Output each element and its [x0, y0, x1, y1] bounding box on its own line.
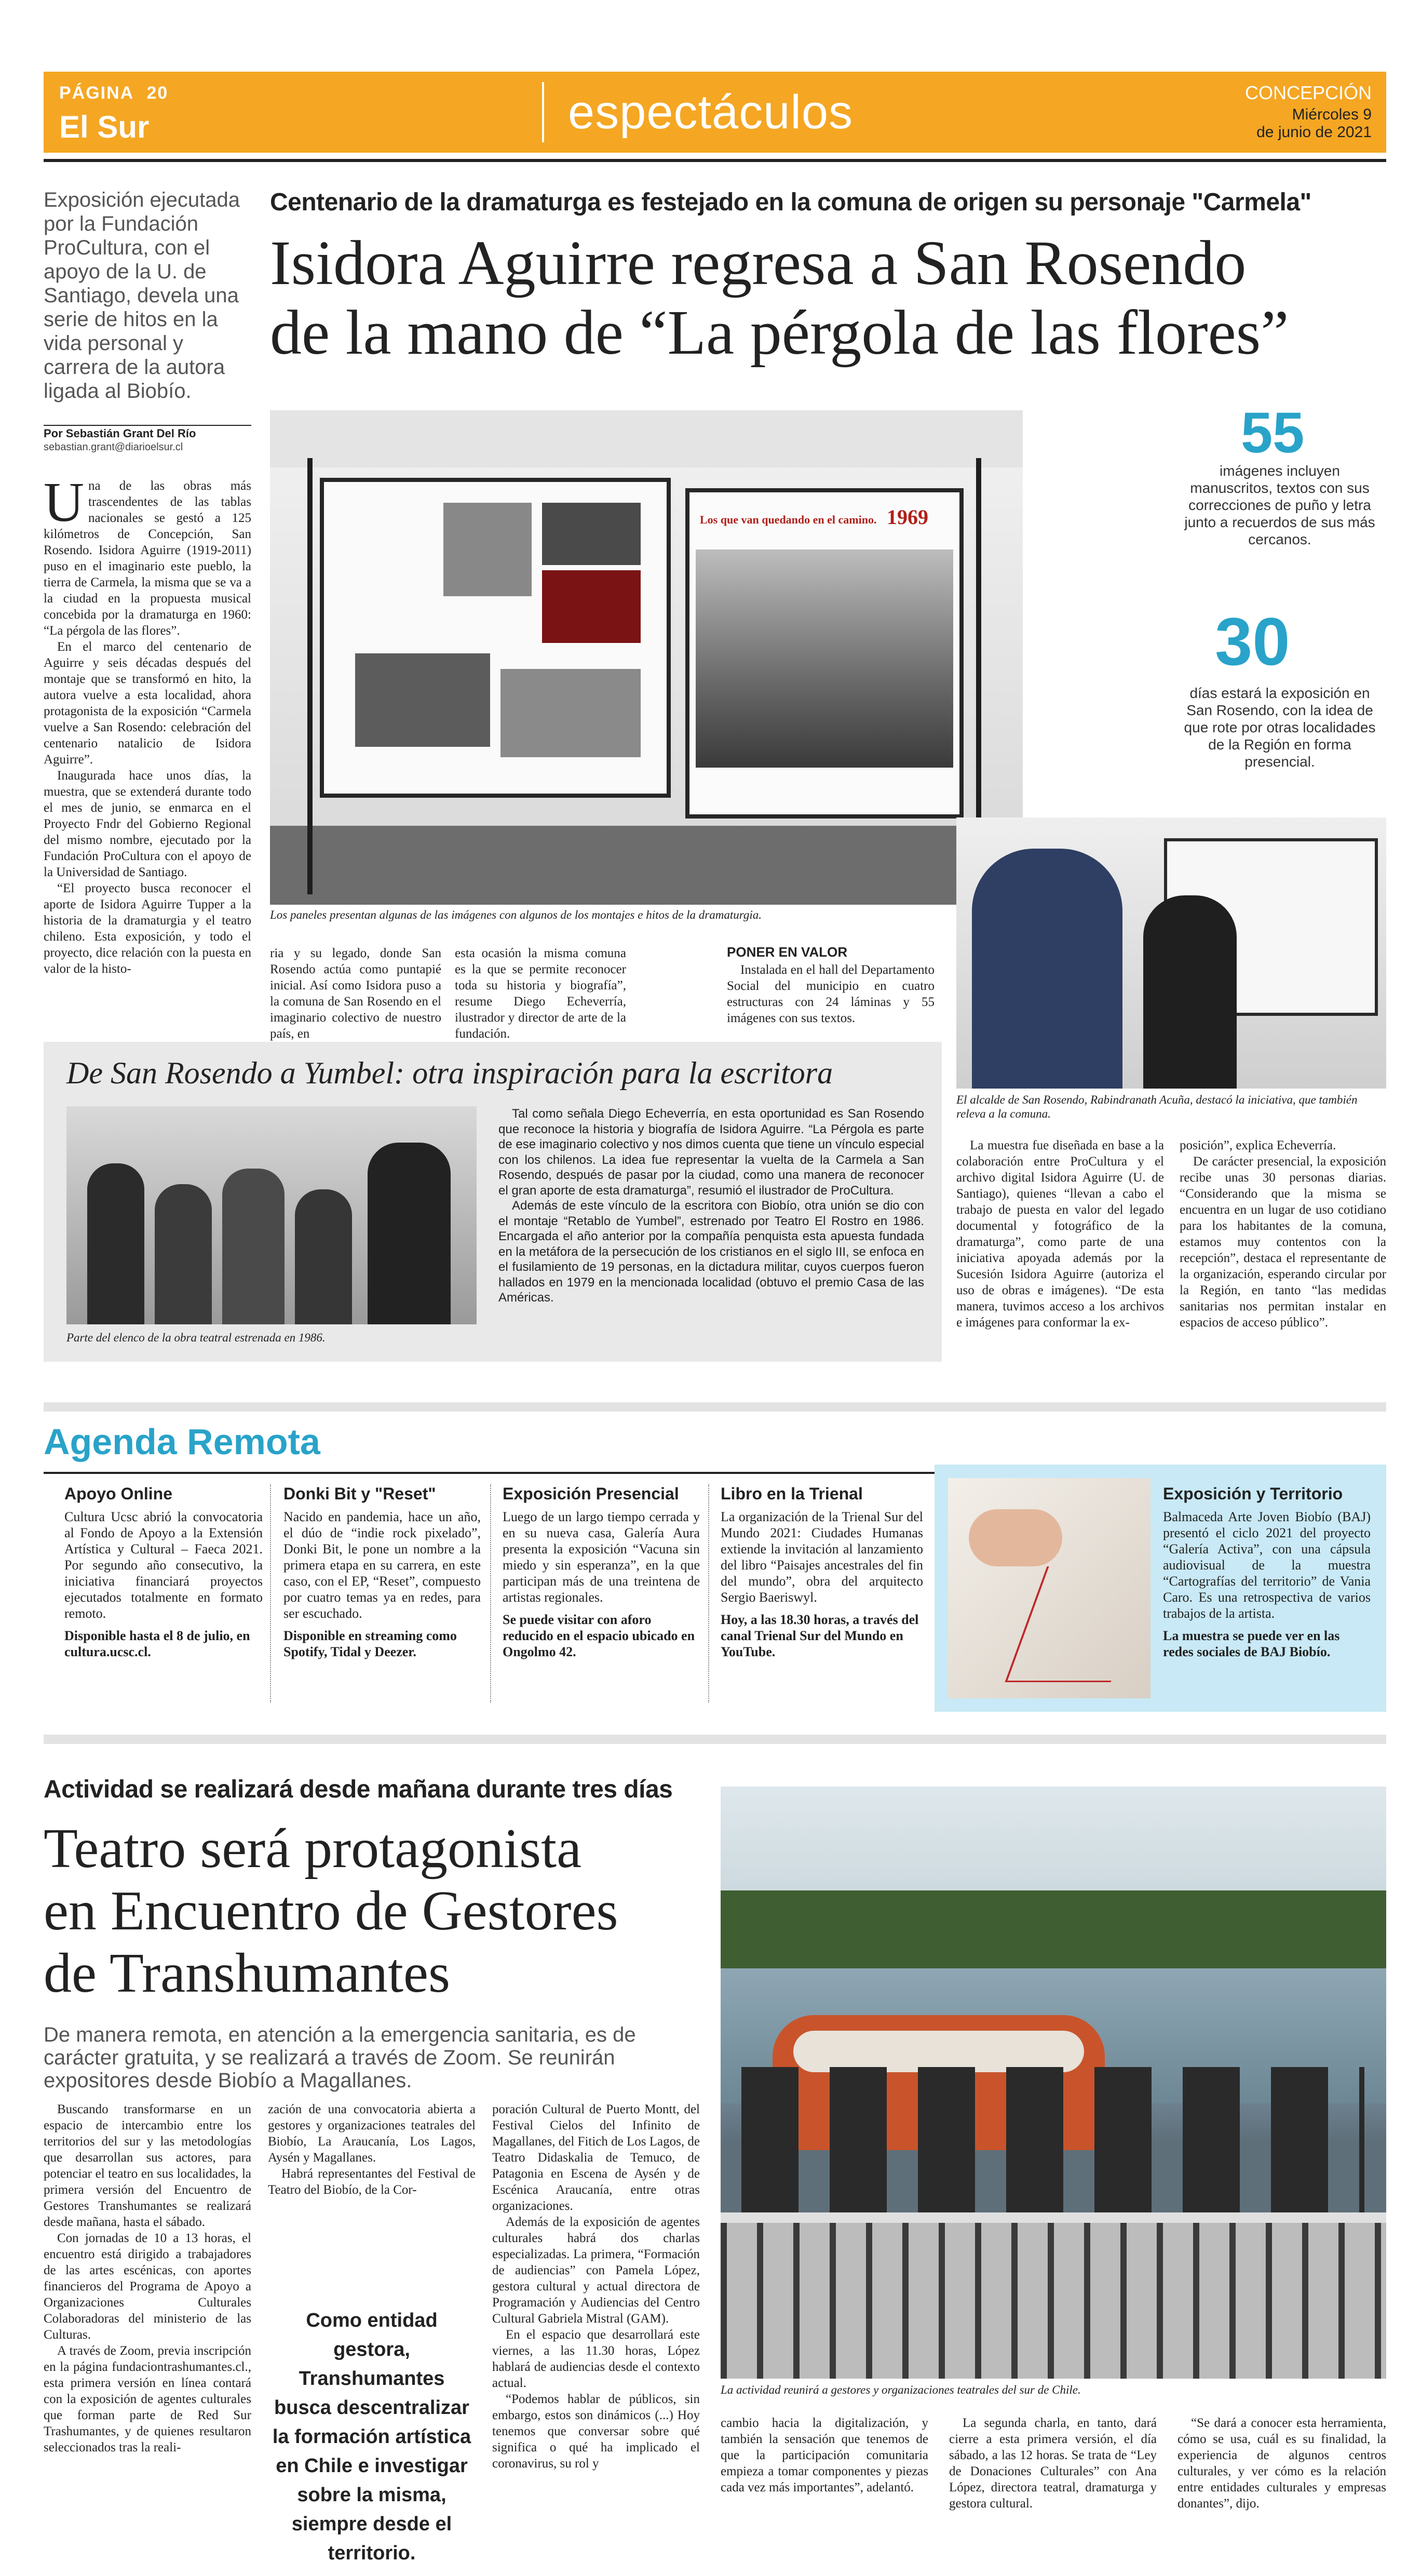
agenda-item-note: Se puede visitar con aforo reducido en el espacio ubicado en Ongolmo 42.	[503, 1612, 695, 1659]
agenda-item-note: Hoy, a las 18.30 horas, a través del canal Trienal Sur del Mundo en YouTube.	[721, 1612, 919, 1659]
agenda-item-5	[1163, 1484, 1371, 1660]
photo-floor	[270, 826, 1023, 905]
agenda-item-title: Apoyo Online	[64, 1484, 172, 1503]
sidebar-title: De San Rosendo a Yumbel: otra inspiración para la escritora	[66, 1056, 833, 1090]
exhibition-photo	[270, 410, 1023, 905]
article1-column-1	[44, 472, 251, 977]
article2-bottom-column-2: La segunda charla, en tanto, dará cierre a esta primera versión, el día sábado, a las 12 horas. Se trata de “Ley de Donaciones Culturales” con Ana López, directora teatral, dramaturga y gestora cultural.	[949, 2416, 1157, 2511]
agenda-item-note: La muestra se puede ver en las redes sociales de BAJ Biobío.	[1163, 1628, 1340, 1659]
section-title: espectáculos	[568, 86, 853, 139]
a2-col1-paragraph-3: A través de Zoom, previa inscripción en la página fundaciontrashumantes.cl., esta primera versión en línea contará con la exposición de agentes culturales que forman parte de Red Sur Trashumantes, y de quienes resultaron seleccionados tras la reali-	[44, 2344, 251, 2454]
a2-col3-paragraph-4: “Podemos hablar de públicos, sin embargo, estos son dinámicos (...) Hoy tenemos que conversar sobre qué significa o qué ha implicado el coronavirus, su rol y	[492, 2392, 700, 2471]
col1-paragraph-3: Inaugurada hace unos días, la muestra, que se extenderá durante todo el mes de junio, se enmarca en el Proyecto Fndr del Gobierno Regional del mismo nombre, ejecutado por la Fundación ProCultura con el apoyo de la Universidad de Santiago.	[44, 769, 251, 879]
panel-photo-c	[355, 653, 490, 747]
cast-person-3	[222, 1169, 285, 1324]
a2-col2-paragraph-1: zación de una convocatoria abierta a gestores y organizaciones teatrales del Biobío, La Araucanía, Los Lagos, Aysén y Magallanes.	[268, 2102, 476, 2165]
agenda-item-text: La organización de la Trienal Sur del Mundo 2021: Ciudades Humanas extiende la invitación al lanzamiento del libro “Paisajes ancestrales del fin del mundo”, obra del arquitecto Sergio Baeriswyl.	[721, 1509, 923, 1605]
photo-trees	[721, 1890, 1386, 1968]
sidebar-paragraph-2: Además de este vínculo de la escritora con Biobío, otra unión se dio con el montaje “Retablo de Yumbel”, estrenado por Teatro El Rostro en 1986. Encargada el año anterior por la compañía penquista esta apuesta fundada en la metáfora de la persecución de los cristianos en el siglo III, se enfoca en el fusilamiento de 19 personas, en la dictadura militar, cuyos cuerpos fueron hallados en 1979 en la mencionada localidad (obtuvo el premio Casa de las Américas.	[498, 1199, 924, 1305]
article2-column-2	[268, 2101, 476, 2198]
a2-col1-paragraph-2: Con jornadas de 10 a 13 horas, el encuentro está dirigido a trabajadores de las artes escénicas, con aportes financieros del Programa de Apoyo a Organizaciones Culturales Colaboradoras del ministerio de las Culturas.	[44, 2231, 251, 2342]
headline-line-1: Isidora Aguirre regresa a San Rosendo	[270, 228, 1247, 298]
panel-red-title: Los que van quedando en el camino.	[700, 513, 877, 526]
agenda-item-title: Donki Bit y "Reset"	[283, 1484, 436, 1503]
photo-ceiling	[270, 410, 1023, 467]
a2-col1-paragraph-1: Buscando transformarse en un espacio de intercambio entre los territorios del sur y las metodologías que desarrollan sus actores, para potenciar el teatro en sus localidades, la primera versión del Encuentro de Gestores Transhumantes se realizará desde mañana, hasta el sábado.	[44, 2102, 251, 2229]
exhibition-photo-caption: Los paneles presentan algunas de las imágenes con algunos de los montajes e hitos de la dramaturgia.	[270, 908, 762, 921]
article2-bottom-column-3: “Se dará a conocer esta herramienta, cómo se usa, cuál es su finalidad, la experiencia de algunos centros culturales, y ver cómo es la relación entre entidades culturales y empresas donantes”, dijo.	[1178, 2416, 1386, 2511]
article1-kicker: Centenario de la dramaturga es festejado en la comuna de origen su personaje "Carmela"	[270, 189, 1311, 216]
agenda-item-text: Luego de un largo tiempo cerrada y en su nueva casa, Galería Aura presenta la exposición “Vacuna sin miedo y sin esperanza”, en la que participan más de una treintena de artistas regionales.	[503, 1509, 700, 1605]
panel-large-photo	[696, 549, 953, 768]
header-date-line1: Miércoles 9	[1292, 106, 1372, 123]
article2-bottom-column-1: cambio hacia la digitalización, y también la sensación que tenemos de que la participación comunitaria empieza a tomar componentes y piezas cada vez más importantes”, adelantó.	[721, 2416, 928, 2494]
a2-col3-paragraph-3: En el espacio que desarrollará este viernes, a las 11.30 horas, López hablará de audiencias desde el contexto actual.	[492, 2328, 700, 2390]
article1-headline	[270, 229, 1289, 368]
header-date-line2: de junio de 2021	[1256, 124, 1372, 141]
cast-photo-caption: Parte del elenco de la obra teatral estrenada en 1986.	[66, 1331, 326, 1344]
agenda-highlight-box	[935, 1465, 1386, 1712]
article1-column-4: Instalada en el hall del Departamento Social del municipio en cuatro estructuras con 24 láminas y 55 imágenes con sus textos.	[727, 963, 935, 1025]
pull-quote: Como entidad gestora, Transhumantes busca descentralizar la formación artística en Chile e investigar sobre la misma, siempre desde el territorio.	[272, 2310, 471, 2564]
a2-col3-paragraph-2: Además de la exposición de agentes culturales habrá dos charlas especializadas. La primera, “Formación de audiencias” con Pamela López, gestora cultural y actual directora de Programación y Audiencias del Centro Cultural Gabriela Mistral (GAM).	[492, 2215, 700, 2326]
page-number: 20	[146, 83, 169, 103]
article2-column-3	[492, 2101, 700, 2472]
article1-right-column-2	[1180, 1137, 1386, 1331]
article2-kicker: Actividad se realizará desde mañana durante tres días	[44, 1776, 673, 1803]
sidebar-text	[498, 1106, 924, 1306]
header-city: CONCEPCIÓN	[1244, 82, 1372, 103]
cast-person-4	[295, 1189, 352, 1324]
agenda-divider-1	[270, 1484, 272, 1702]
panel-photo-red	[542, 570, 641, 643]
article2-lead: De manera remota, en atención a la emergencia sanitaria, es de carácter gratuita, y se realizará a través de Zoom. Se reunirán expositores desde Biobío a Magallanes.	[44, 2023, 636, 2092]
agenda-item-title: Libro en la Trienal	[721, 1484, 863, 1503]
panel-year: 1969	[887, 505, 928, 529]
header-rule	[44, 159, 1386, 162]
panel-photo-b	[542, 503, 641, 565]
art-red-lines	[1005, 1566, 1151, 1682]
col1-paragraph-1: na de las obras más trascendentes de las tablas nacionales se gestó a 125 kilómetros de Concepción, San Rosendo. Isidora Aguirre (1919-2011) puso en el imaginario este pueblo, la tierra de Carmela, la misma que se va a la ciudad en la propuesta musical concebida por la dramaturga en 1960: “La pérgola de las flores”.	[44, 479, 251, 638]
cast-person-1	[87, 1163, 144, 1324]
mayor-figure	[1143, 895, 1237, 1089]
cast-person-5	[368, 1143, 451, 1324]
article1-right-column-1: La muestra fue diseñada en base a la colaboración entre ProCultura y el archivo digital Isidora Aguirre (U. de Santiago), quienes “llevan a cabo el trabajo de puesta en valor del legado documental y fotográfico de la dramaturga”, como parte de una iniciativa apoyada además por la Sucesión Isidora Aguirre (autoriza el uso de obras e imágenes). “De esta manera, tuvimos acceso a los archivos e imágenes para conformar la ex-	[956, 1138, 1164, 1330]
photographer-figure	[972, 849, 1122, 1089]
stat-text-55: imágenes incluyen manuscritos, textos con sus correcciones de puño y letra junto a recuerdos de sus más cercanos.	[1184, 463, 1375, 547]
van-window	[793, 2031, 1084, 2072]
headline-line-3: de Transhumantes	[44, 1942, 450, 2004]
photo-railing	[721, 2212, 1386, 2223]
article2-column-1	[44, 2101, 251, 2456]
agenda-item-note: Disponible en streaming como Spotify, Tidal y Deezer.	[283, 1628, 457, 1659]
page-header	[44, 72, 1386, 153]
section-separator-1	[44, 1402, 1386, 1412]
dropcap: U	[44, 472, 84, 533]
headline-line-2: en Encuentro de Gestores	[44, 1880, 618, 1942]
sidebar-paragraph-1: Tal como señala Diego Echeverría, en esta oportunidad es San Rosendo que reconoce la historia y biografía de Isidora Aguirre. “La Pérgola es parte de ese imaginario colectivo y nos dimos cuenta que tiene un vínculo especial con los chilenos. La idea fue representar la vuelta de la Carmela a San Rosendo, después de pasar por la ciudad, como una manera de reconocer el gran aporte de esta dramaturga”, resumió el ilustrador de ProCultura.	[498, 1107, 924, 1198]
agenda-item-4	[721, 1484, 923, 1660]
agenda-divider-3	[708, 1484, 710, 1702]
section-separator-2	[44, 1735, 1386, 1744]
page-label-text: PÁGINA	[59, 83, 133, 103]
right-col2-paragraph-2: De carácter presencial, la exposición recibe unas 30 personas diarias. “Considerando que la misma se encuentra en un lugar de uso cotidiano para los habitantes de la comuna, estamos muy contentos con la recepción”, destaca el representante de la organización, esperando circular por la Región, en tanto “las medidas sanitarias nos permitan instalar en espacios de acceso público”.	[1180, 1155, 1386, 1330]
theatre-photo-caption: La actividad reunirá a gestores y organizaciones teatrales del sur de Chile.	[721, 2383, 1081, 2396]
exhibition-panel-right	[685, 488, 964, 819]
mayor-photo	[956, 817, 1386, 1089]
cast-person-2	[155, 1184, 212, 1324]
newspaper-name: El Sur	[59, 110, 150, 144]
header-divider	[542, 82, 544, 142]
stat-text-30: días estará la exposición en San Rosendo, con la idea de que rote por otras localidades de la Región en forma presencial.	[1184, 685, 1376, 770]
photo-people	[741, 2067, 1364, 2223]
a2-col2-paragraph-2: Habrá representantes del Festival de Teatro del Biobío, de la Cor-	[268, 2167, 476, 2197]
theatre-group-photo	[721, 1787, 1386, 2379]
col1-paragraph-4: “El proyecto busca reconocer el aporte de Isidora Aguirre Tupper a la historia de la dramaturgia y el teatro chileno. Esta exposición, y todo el proyecto, dice relación con la puesta en valor de la histo-	[44, 881, 251, 976]
photo-left-frame	[307, 458, 313, 894]
article1-column-2: ria y su legado, donde San Rosendo actúa como puntapié inicial. Así como Isidora puso a la comuna de San Rosendo en el imaginario colectivo de nuestro país, en	[270, 946, 441, 1041]
agenda-art-photo	[948, 1478, 1151, 1698]
exhibition-panel-left	[320, 478, 671, 798]
article2-headline	[44, 1818, 618, 2005]
agenda-item-note: Disponible hasta el 8 de julio, en cultura.ucsc.cl.	[64, 1628, 250, 1659]
byline-rule	[44, 425, 251, 426]
agenda-item-3	[503, 1484, 700, 1660]
stat-number-30: 30	[1215, 603, 1290, 679]
panel-photo-d	[500, 669, 641, 757]
col4-subhead: PONER EN VALOR	[727, 944, 848, 960]
agenda-rule	[44, 1472, 935, 1474]
panel-photo-a	[443, 503, 532, 596]
agenda-item-text: Cultura Ucsc abrió la convocatoria al Fondo de Apoyo a la Extensión Artística y Cultural – Faeca 2021. Por segundo año consecutivo, la iniciativa financiará proyectos ejecutados totalmente en formato remoto.	[64, 1509, 263, 1621]
headline-line-2: de la mano de “La pérgola de las flores”	[270, 298, 1289, 368]
agenda-divider-2	[490, 1484, 492, 1702]
headline-line-1: Teatro será protagonista	[44, 1818, 582, 1880]
stat-number-55: 55	[1241, 401, 1305, 465]
col1-paragraph-2: En el marco del centenario de Aguirre y seis décadas después del montaje que se transformó en hito, la autora vuelve a esta localidad, ahora protagonista de la exposición “Carmela vuelve a San Rosendo: celebración del centenario natalicio de Isidora Aguirre”.	[44, 640, 251, 767]
cast-photo	[66, 1106, 477, 1324]
byline: Por Sebastián Grant Del Río	[44, 427, 196, 440]
page-label	[59, 83, 168, 103]
article1-column-3: esta ocasión la misma comuna es la que se permite reconocer toda su historia y biografía”, resume Diego Echeverría, ilustrador y director de arte de la fundación.	[455, 946, 626, 1041]
art-hand	[969, 1509, 1062, 1566]
right-col2-paragraph-1: posición”, explica Echeverría.	[1180, 1138, 1336, 1152]
agenda-title: Agenda Remota	[44, 1421, 320, 1462]
mayor-photo-caption: El alcalde de San Rosendo, Rabindranath Acuña, destacó la iniciativa, que también releva a la comuna.	[956, 1093, 1358, 1120]
agenda-item-title: Exposición Presencial	[503, 1484, 679, 1503]
agenda-item-title: Exposición y Territorio	[1163, 1484, 1343, 1503]
photo-bridge	[721, 2218, 1386, 2379]
agenda-item-text: Nacido en pandemia, hace un año, el dúo de “indie rock pixelado”, Donki Bit, le pone un nombre a la primera etapa en su carrera, en este caso, con el EP, “Reset”, compuesto por cuatro temas ya en redes, para ser escuchado.	[283, 1509, 481, 1621]
agenda-item-text: Balmaceda Arte Joven Biobío (BAJ) presentó el ciclo 2021 del proyecto “Galería Activa”, con una cápsula audiovisual de la muestra “Cartografías del territorio” de Vania Caro. Es una retrospectiva de varios trabajos de la artista.	[1163, 1509, 1371, 1621]
article1-lead: Exposición ejecutada por la Fundación ProCultura, con el apoyo de la U. de Santiago, devela una serie de hitos en la vida personal y carrera de la autora ligada al Biobío.	[44, 189, 240, 403]
agenda-item-2	[283, 1484, 481, 1660]
agenda-item-1	[64, 1484, 263, 1660]
yumbel-sidebar	[44, 1042, 942, 1362]
a2-col3-paragraph-1: poración Cultural de Puerto Montt, del Festival Cielos del Infinito de Magallanes, del Fitich de Los Lagos, de Teatro Didaskalia de Temuco, de Patagonia en Escena de Aysén y de Escénica Araucanía, entre otras organizaciones.	[492, 2102, 700, 2213]
byline-email: sebastian.grant@diarioelsur.cl	[44, 441, 183, 453]
